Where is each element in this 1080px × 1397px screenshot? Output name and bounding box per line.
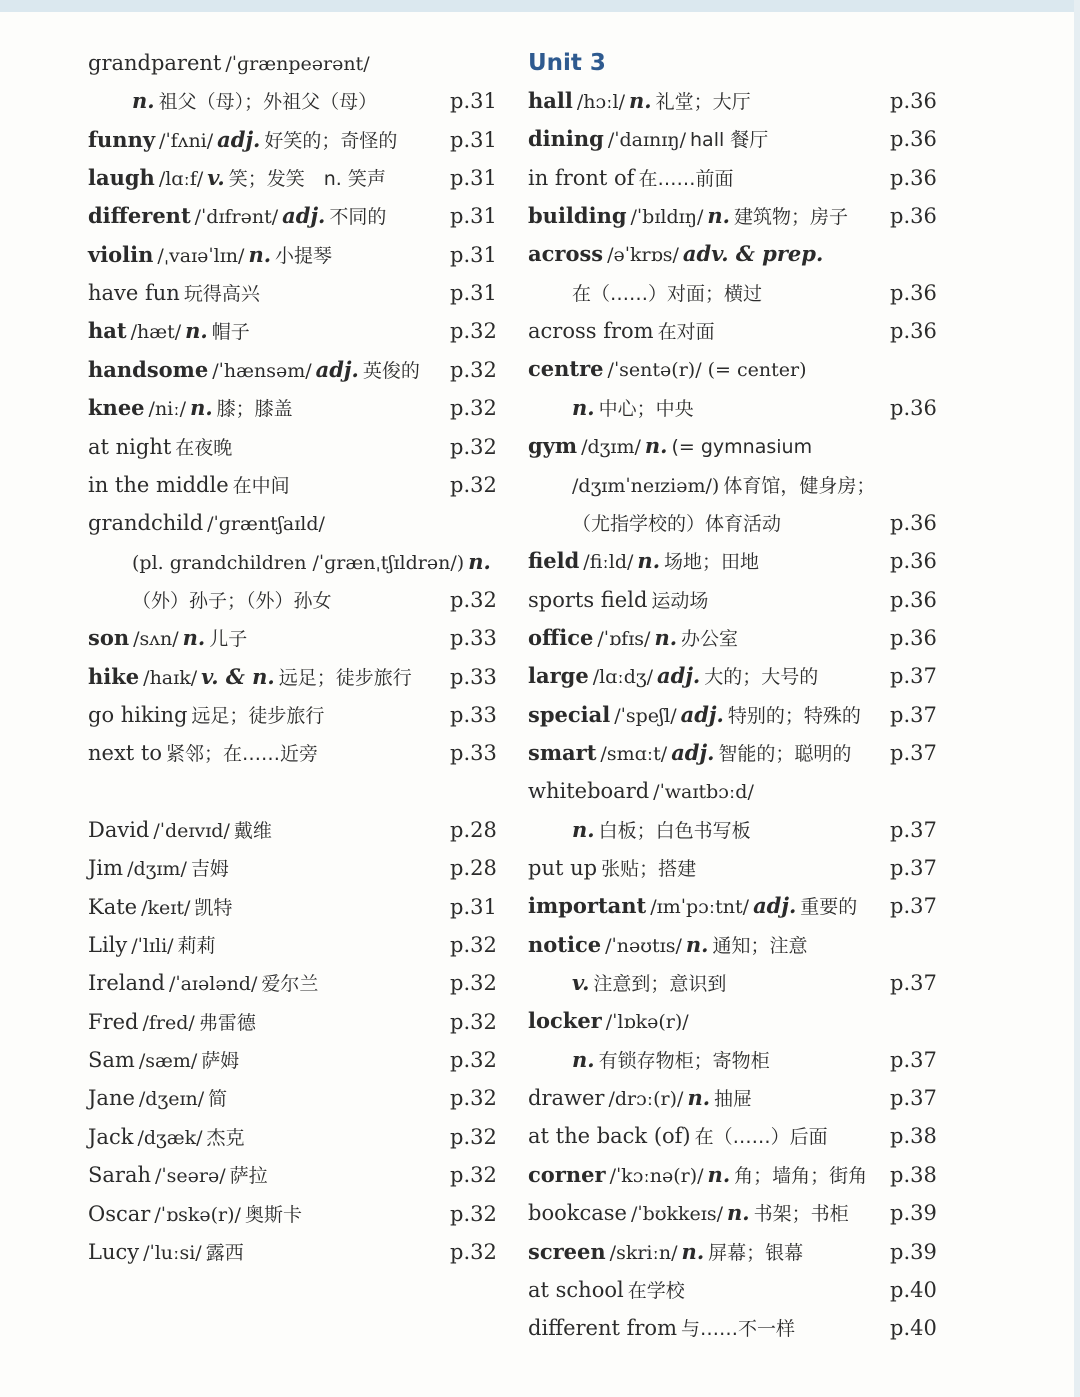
page-ref: p.32 [450,1163,497,1187]
vocab-entry [88,197,508,235]
entry-pron: /ˈɒskə(r)/ [154,1204,241,1226]
entry-zh: 在（……）对面；横过 [572,283,763,305]
page-ref: p.31 [450,243,497,267]
entry-pron: /ˈdɪfrənt/ [194,206,279,228]
entry-word: Jack [88,1125,134,1149]
entry-word: smart [528,740,597,765]
entry-word: hall [528,88,573,113]
entry-word: across [528,241,604,266]
entry-zh: 远足；徒步旅行 [191,705,325,727]
entry-pos: n. [468,549,491,574]
entry-zh: 儿子 [209,628,248,650]
entry-pron: /ˈdeɪvɪd/ [153,820,230,842]
page-ref: p.32 [450,358,497,382]
vocab-entry [88,466,508,504]
entry-zh: 张贴；搭建 [601,858,697,880]
entry-word: corner [528,1162,606,1187]
entry-pron: /fiːld/ [583,551,634,573]
entry-word: screen [528,1239,606,1264]
vocab-entry [88,312,508,350]
vocab-entry [88,1195,508,1233]
page-ref: p.36 [890,626,937,650]
entry-zh: 有锁存物柜；寄物柜 [598,1050,770,1072]
entry-pron: /əˈkrɒs/ [607,244,679,266]
page-ref: p.31 [450,895,497,919]
page-ref: p.32 [450,1048,497,1072]
vocab-entry [528,1079,948,1117]
entry-zh: 英俊的 [362,360,420,382]
entry-zh: 萨拉 [229,1165,268,1187]
entry-pron: (pl. grandchildren /ˈɡrænˌtʃɪldrən/) [132,552,465,574]
entry-word: funny [88,127,156,152]
vocab-entry [528,926,948,964]
entry-zh: 萨姆 [201,1050,240,1072]
vocab-entry [528,82,948,120]
entry-word: Oscar [88,1202,151,1226]
entry-word: important [528,893,647,918]
page-ref: p.32 [450,1202,497,1226]
page-ref: p.36 [890,204,937,228]
entry-word: knee [88,395,145,420]
entry-zh: （外）孙子；（外）孙女 [132,590,332,612]
vocab-entry [88,811,508,849]
entry-zh: 简 [208,1088,228,1110]
entry-zh: 祖父（母）；外祖父（母） [158,91,378,113]
entry-zh: 在对面 [657,321,715,343]
entry-pron: /ˈɡrænpeərənt/ [225,53,370,75]
page-ref: p.31 [450,128,497,152]
entry-pron: /ˈfʌni/ [159,130,214,152]
vocab-entry [528,159,948,197]
page-ref: p.28 [450,818,497,842]
entry-pos: adj. [217,127,261,152]
entry-zh: 在中间 [232,475,290,497]
entry-zh: (= gymnasium [671,436,813,458]
vocab-entry [528,1233,948,1271]
page-ref: p.37 [890,856,937,880]
entry-word: have fun [88,281,180,305]
entry-pron: /ˈlɒkə(r)/ [605,1011,689,1033]
vocab-entry [88,964,508,1002]
entry-pron: /ˈbɪldɪŋ/ [630,206,704,228]
page-ref: p.39 [890,1201,937,1225]
entry-pos: n. [572,395,595,420]
entry-pos: n. [707,1162,731,1187]
entry-pron: /lɑːdʒ/ [592,666,654,688]
top-banner [0,0,1080,12]
entry-pos: n. [248,242,272,267]
page-ref: p.33 [450,665,497,689]
entry-zh: 角；墙角；街角 [734,1165,868,1187]
entry-pos: adv. & prep. [682,241,824,266]
entry-zh: 重要的 [800,896,858,918]
entry-zh: 办公室 [681,628,739,650]
entry-zh: 杰克 [206,1127,245,1149]
entry-pron: /ˈlɪli/ [131,935,174,957]
entry-word: at school [528,1278,624,1302]
entry-word: Sam [88,1048,135,1072]
entry-word: gym [528,433,578,458]
page-ref: p.36 [890,396,937,420]
entry-zh: （尤指学校的）体育活动 [572,513,782,535]
entry-word: whiteboard [528,779,650,803]
entry-zh: 在……前面 [638,168,734,190]
page-ref: p.36 [890,511,937,535]
vocab-entry [88,236,508,274]
entry-zh: 帽子 [211,321,250,343]
entry-pos: n. [681,1239,705,1264]
entry-pos: n. [707,203,730,228]
entry-word: special [528,702,611,727]
entry-zh: 智能的；聪明的 [718,743,852,765]
entry-pron: /ˈnəʊtɪs/ [605,935,682,957]
page-ref: p.37 [890,703,937,727]
entry-word: grandchild [88,511,204,535]
entry-pron: /keɪt/ [141,897,191,919]
vocab-entry [88,1003,508,1041]
entry-pos: n. [572,817,595,842]
vocab-entry [528,657,948,695]
vocab-entry [528,1194,948,1232]
entry-zh: 在夜晚 [175,437,233,459]
entry-pron: /ˈspeʃl/ [614,705,677,727]
entry-word: son [88,625,130,650]
entry-pos: adj. [680,702,724,727]
entry-zh: 不同的 [329,206,387,228]
entry-word: Kate [88,895,138,919]
entry-zh: 在学校 [627,1280,685,1302]
vocab-entry [528,581,948,619]
page-ref: p.39 [890,1240,937,1264]
entry-zh: 礼堂；大厅 [655,91,751,113]
vocab-entry [88,773,508,811]
entry-pron: /hæt/ [130,321,182,343]
entry-word: David [88,818,150,842]
entry-pron: /ˈaɪələnd/ [168,973,258,995]
page-ref: p.32 [450,1086,497,1110]
entry-pos: adj. [753,893,797,918]
page-ref: p.33 [450,626,497,650]
vocab-entry [528,427,948,465]
entry-pos: v. [207,165,225,190]
entry-pron: /niː/ [148,398,187,420]
entry-pos: n. [727,1200,750,1225]
vocab-entry [88,696,508,734]
vocab-entry [528,1156,948,1194]
vocab-entry [88,1118,508,1156]
entry-word: go hiking [88,703,188,727]
vocab-entry [528,197,948,235]
entry-zh: 笑；发笑 n. 笑声 [228,168,386,190]
entry-zh: 膝；膝盖 [216,398,293,420]
entry-word: centre [528,356,604,381]
entry-zh: hall 餐厅 [690,129,769,151]
page-ref: p.37 [890,664,937,688]
vocab-entry [88,619,508,657]
page-ref: p.38 [890,1124,937,1148]
page-ref: p.33 [450,703,497,727]
entry-pron: /dʒɪm/ [127,858,187,880]
vocab-entry [128,543,548,581]
entry-pos: adj. [657,663,701,688]
entry-pron: /ˈsentə(r)/ (= center) [607,359,807,381]
entry-word: hike [88,664,140,689]
entry-word: Jane [88,1086,135,1110]
page-ref: p.32 [450,435,497,459]
entry-pos: n. [190,395,213,420]
vocab-entry [528,1117,948,1155]
entry-pos: n. [637,548,661,573]
vocab-entry [528,312,948,350]
entry-zh: 体育馆，健身房； [723,475,876,497]
entry-pron: /ˈɡræntʃaɪld/ [207,513,325,535]
entry-pron: /drɔː(r)/ [608,1088,684,1110]
entry-pron: /ˈdaɪnɪŋ/ [607,129,687,151]
page-ref: p.37 [890,1086,937,1110]
entry-pos: n. [132,88,155,113]
entry-pron: /ˈkɔːnə(r)/ [609,1165,704,1187]
entry-zh: 凯特 [194,897,233,919]
vocab-entry [88,926,508,964]
entry-pos: n. [629,88,652,113]
unit-title: Unit 3 [528,50,606,76]
entry-pron: /skriːn/ [609,1242,678,1264]
entry-pron: /hɔːl/ [576,91,626,113]
entry-pron: /fred/ [142,1012,195,1034]
entry-zh: 屏幕；银幕 [708,1242,804,1264]
entry-pron: /ˈbʊkkeɪs/ [630,1203,724,1225]
entry-pron: /haɪk/ [143,667,198,689]
vocab-entry [88,44,508,82]
entry-word: grandparent [88,51,222,75]
entry-word: Fred [88,1010,139,1034]
vocab-entry [88,734,508,772]
entry-pron: /sʌn/ [133,628,179,650]
vocab-entry [528,772,948,810]
vocab-entry [568,466,988,504]
entry-pron: /ˈseərə/ [155,1165,226,1187]
entry-zh: 爱尔兰 [261,973,319,995]
entry-word: Jim [88,856,124,880]
vocab-entry [88,159,508,197]
page-ref: p.33 [450,741,497,765]
entry-zh: 建筑物；房子 [733,206,848,228]
entry-pron: /dʒɪm/ [581,436,641,458]
entry-word: Sarah [88,1163,151,1187]
entry-pos: n. [654,625,678,650]
vocab-entry [88,428,508,466]
vocab-entry [528,619,948,657]
entry-zh: 玩得高兴 [183,283,260,305]
vocab-entry [528,696,948,734]
page-ref: p.32 [450,1240,497,1264]
entry-pos: n. [572,1047,595,1072]
entry-pos: n. [644,433,668,458]
page-ref: p.31 [450,89,497,113]
entry-zh: 书架；书柜 [753,1203,849,1225]
entry-word: Ireland [88,971,165,995]
entry-zh: 戴维 [233,820,272,842]
page-ref: p.37 [890,894,937,918]
entry-pos: n. [185,318,208,343]
entry-pron: /ˈɒfɪs/ [597,628,651,650]
entry-pron: /dʒæk/ [137,1127,203,1149]
entry-zh: 莉莉 [177,935,216,957]
entry-zh: 露西 [205,1242,244,1264]
entry-word: drawer [528,1086,605,1110]
vocab-entry [88,351,508,389]
page-ref: p.31 [450,166,497,190]
entry-zh: 远足；徒步旅行 [278,667,412,689]
page-ref: p.36 [890,127,937,151]
entry-pron: /dʒɪmˈneɪziəm/) [572,475,720,497]
entry-zh: 弗雷德 [198,1012,256,1034]
entry-pron: /ˌvaɪəˈlɪn/ [157,245,245,267]
entry-word: in front of [528,166,635,190]
vocab-entry [528,1271,948,1309]
page-ref: p.36 [890,549,937,573]
entry-zh: 通知；注意 [712,935,808,957]
entry-word: bookcase [528,1201,627,1225]
entry-zh: 吉姆 [190,858,229,880]
entry-word: across from [528,319,654,343]
entry-zh: 运动场 [651,590,709,612]
entry-word: at night [88,435,172,459]
entry-pos: n. [685,932,709,957]
page-ref: p.36 [890,281,937,305]
page-ref: p.32 [450,971,497,995]
entry-pos: n. [687,1085,711,1110]
page-ref: p.28 [450,856,497,880]
entry-word: building [528,203,627,228]
entry-word: locker [528,1008,602,1033]
entry-pos: v. [572,970,590,995]
page-ref: p.32 [450,933,497,957]
page-ref: p.36 [890,588,937,612]
entry-zh: 大的；大号的 [704,666,819,688]
page-ref: p.37 [890,1048,937,1072]
vocab-entry [88,888,508,926]
page-ref: p.36 [890,319,937,343]
vocab-entry [88,274,508,312]
entry-zh: 场地；田地 [664,551,760,573]
entry-pron: /ˈhænsəm/ [212,360,312,382]
page-ref: p.32 [450,1125,497,1149]
vocab-entry [528,350,948,388]
entry-word: next to [88,741,162,765]
entry-word: handsome [88,357,209,382]
entry-word: at the back (of) [528,1124,691,1148]
entry-zh: 在（……）后面 [694,1126,828,1148]
page-ref: p.32 [450,1010,497,1034]
entry-zh: 注意到；意识到 [593,973,727,995]
page-ref: p.32 [450,319,497,343]
vocab-entry [88,1041,508,1079]
vocab-entry [528,734,948,772]
entry-word: office [528,625,594,650]
page-ref: p.37 [890,818,937,842]
vocab-entry [88,1156,508,1194]
entry-word: field [528,548,580,573]
entry-zh: 与……不一样 [680,1318,795,1340]
entry-zh: 小提琴 [275,245,333,267]
vocab-entry [528,1309,948,1347]
vocab-entry [528,887,948,925]
entry-word: hat [88,318,127,343]
entry-zh: 白板；白色书写板 [598,820,751,842]
page-ref: p.36 [890,89,937,113]
vocab-entry [528,235,948,273]
entry-pos: adj. [671,740,715,765]
page-ref: p.31 [450,281,497,305]
vocab-entry [88,1233,508,1271]
vocab-entry [88,389,508,427]
entry-word: Lily [88,933,128,957]
entry-word: large [528,663,589,688]
entry-pos: adj. [282,203,326,228]
entry-pron: /lɑːf/ [158,168,204,190]
vocab-entry [88,504,508,542]
vocab-entry [88,849,508,887]
entry-pron: /ˈwaɪtbɔːd/ [653,781,754,803]
page-ref: p.38 [890,1163,937,1187]
page-ref: p.40 [890,1278,937,1302]
entry-pron: /sæm/ [138,1050,198,1072]
entry-pos: n. [182,625,206,650]
entry-word: different from [528,1316,677,1340]
page-ref: p.32 [450,588,497,612]
entry-word: sports field [528,588,648,612]
entry-word: notice [528,932,602,957]
entry-word: put up [528,856,598,880]
entry-word: dining [528,126,604,151]
page-ref: p.31 [450,204,497,228]
page-ref: p.40 [890,1316,937,1340]
entry-word: laugh [88,165,155,190]
vocab-entry [528,849,948,887]
entry-pron: /ˈluːsi/ [143,1242,202,1264]
entry-zh: 抽屉 [714,1088,753,1110]
entry-word: violin [88,242,154,267]
entry-word: in the middle [88,473,229,497]
entry-pos: adj. [315,357,359,382]
entry-pos: v. & n. [201,664,275,689]
vocab-entry [528,1002,948,1040]
entry-zh: 特别的；特殊的 [727,705,861,727]
entry-zh: 好笑的；奇怪的 [264,130,398,152]
entry-zh: 紧邻；在……近旁 [166,743,319,765]
page-ref: p.32 [450,396,497,420]
vocab-entry [528,120,948,158]
vocab-entry [528,542,948,580]
vocab-entry [88,1079,508,1117]
vocab-entry [88,121,508,159]
entry-word: Lucy [88,1240,140,1264]
page-ref: p.37 [890,971,937,995]
page-edge [1074,0,1080,1397]
entry-pron: /smɑːt/ [600,743,668,765]
entry-pron: /dʒeɪn/ [138,1088,205,1110]
entry-zh: 中心；中央 [598,398,694,420]
entry-pron: /ɪmˈpɔːtnt/ [650,896,750,918]
page-ref: p.32 [450,473,497,497]
vocab-entry [88,658,508,696]
page-ref: p.36 [890,166,937,190]
entry-word: different [88,203,191,228]
entry-zh: 奥斯卡 [244,1204,302,1226]
page-ref: p.37 [890,741,937,765]
